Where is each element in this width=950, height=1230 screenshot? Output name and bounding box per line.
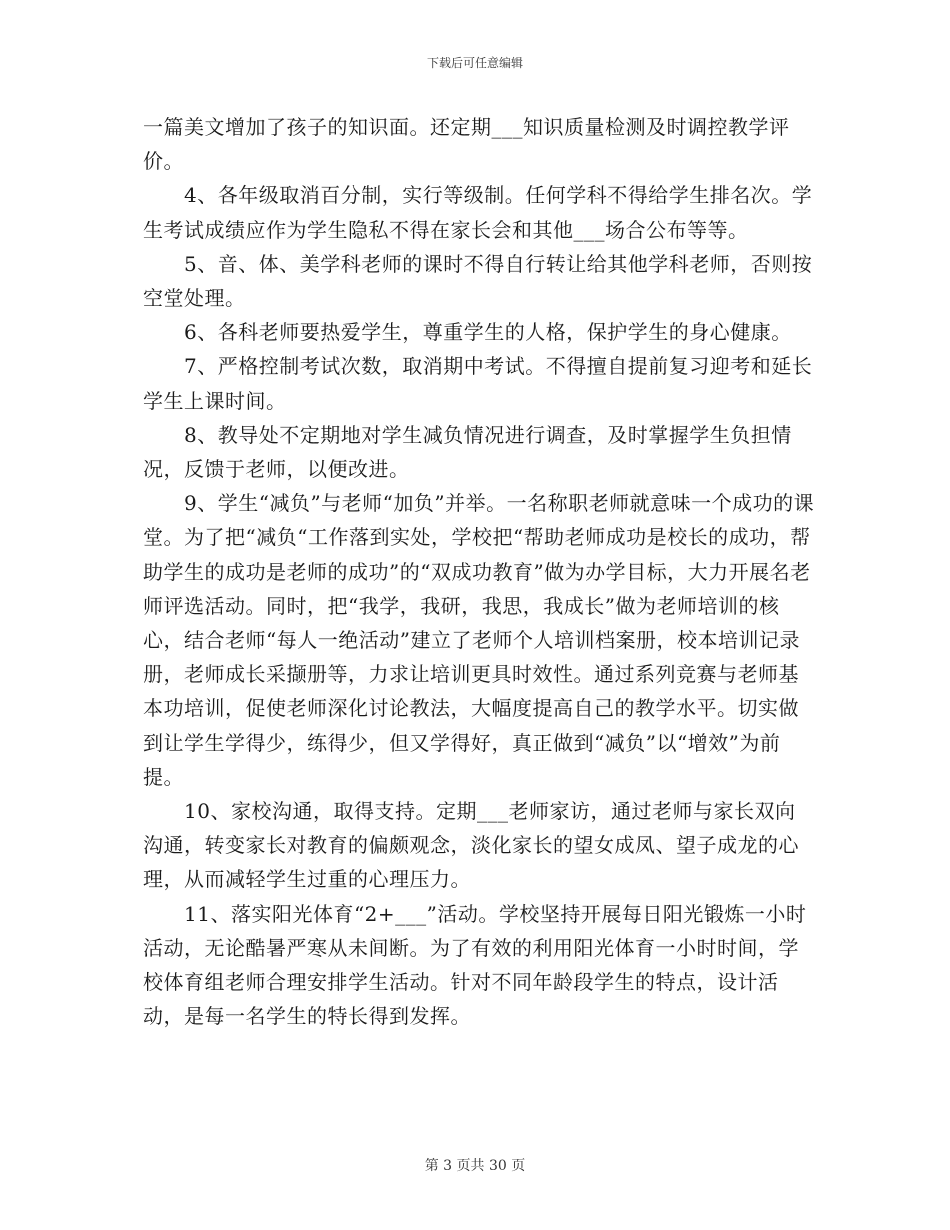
paragraph: 11、落实阳光体育“2+___”活动。学校坚持开展每日阳光锻炼一小时活动，无论酷暑严寒从未间断。为了有效的利用阳光体育一小时时间，学校体育组老师合理安排学生活动。针对不同年龄段学生的特点，设计活动，是每一名学生的特长得到发挥。 [143, 901, 807, 1029]
paragraph: 8、教导处不定期地对学生减负情况进行调查，及时掌握学生负担情况，反馈于老师，以便改进。 [143, 422, 792, 482]
paragraph: 一篇美文增加了孩子的知识面。还定期___知识质量检测及时调控教学评价。 [143, 115, 790, 174]
page-header-note: 下载后可任意编辑 [426, 56, 523, 70]
paragraph: 4、各年级取消百分制，实行等级制。任何学科不得给学生排名次。学生考试成绩应作为学生隐私不得在家长会和其他___场合公布等等。 [143, 183, 813, 242]
paragraph: 5、音、体、美学科老师的课时不得自行转让给其他学科老师，否则按空堂处理。 [143, 251, 813, 311]
paragraph: 9、学生“减负”与老师“加负”并举。一名称职老师就意味一个成功的课堂。为了把“减负“工作落到实处，学校把“帮助老师成功是校长的成功，帮助学生的成功是老师的成功”的“双成功教育”做为办学目标，大力开展名老师评选活动。同时，把“我学，我研，我思，我成长”做为老师培训的核心，结合老师“每人一绝活动”建立了老师个人培训档案册，校本培训记录册，老师成长采撷册等，力求让培训更具时效性。通过系列竞赛与老师基本功培训，促使老师深化讨论教法，大幅度提高自己的教学水平。切实做到让学生学得少，练得少，但又学得好，真正做到“减负”以“增效”为前提。 [143, 491, 815, 789]
paragraph: 10、家校沟通，取得支持。定期___老师家访，通过老师与家长双向沟通，转变家长对教育的偏颇观念，淡化家长的望女成凤、望子成龙的心理，从而减轻学生过重的心理压力。 [143, 799, 799, 892]
paragraph: 7、严格控制考试次数，取消期中考试。不得擅自提前复习迎考和延长学生上课时间。 [143, 354, 813, 413]
document-body [143, 110, 815, 1033]
page-number-footer: 第 3 页共 30 页 [424, 1158, 526, 1174]
paragraph: 6、各科老师要热爱学生，尊重学生的人格，保护学生的身心健康。 [143, 320, 792, 345]
